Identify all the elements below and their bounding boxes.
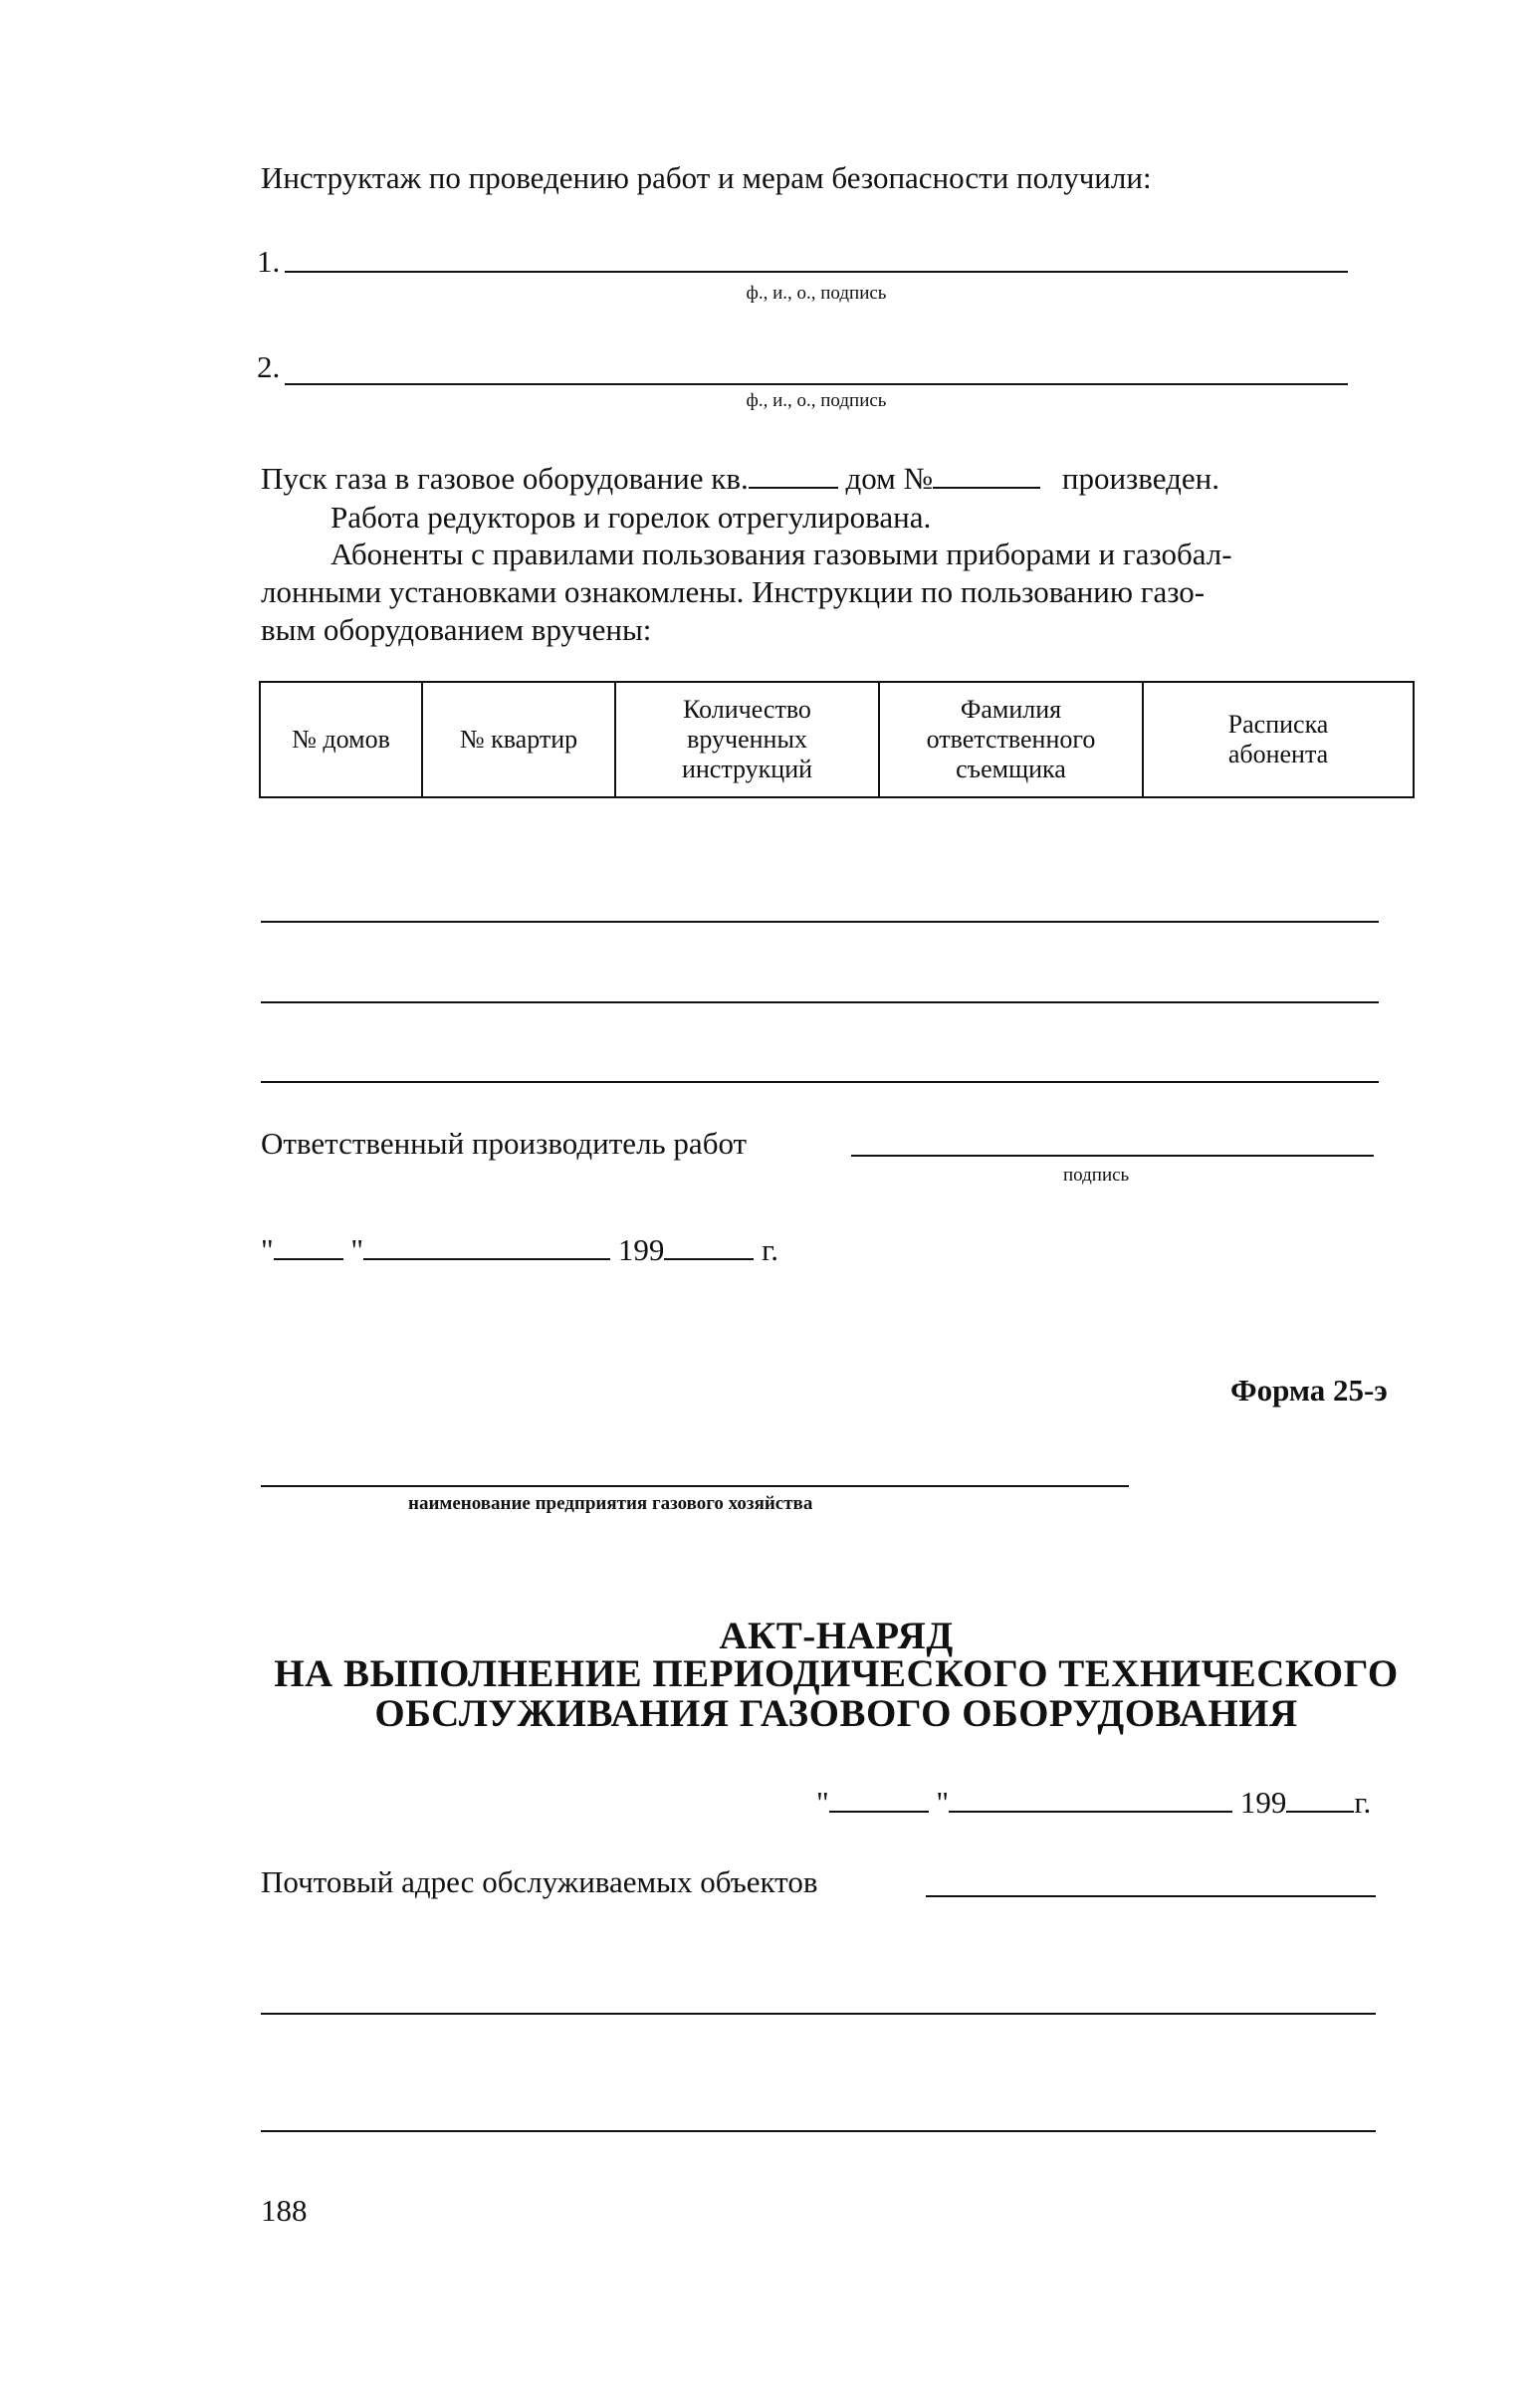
paragraph-line-1: Абоненты с правилами пользования газовыми приборами и газобал- (330, 537, 1232, 571)
signer-1-line[interactable] (285, 271, 1348, 273)
date2-year-prefix: 199 (1239, 1785, 1287, 1820)
organization-caption: наименование предприятия газового хозяйства (408, 1493, 813, 1514)
page-number: 188 (261, 2193, 308, 2228)
header-tenant-name: Фамилия ответственного съемщика (879, 682, 1143, 797)
postal-address-line[interactable] (926, 1895, 1376, 1897)
signer-1-number: 1. (257, 244, 281, 279)
postal-address-label: Почтовый адрес обслуживаемых объектов (261, 1864, 818, 1899)
responsible-caption: подпись (1063, 1165, 1130, 1186)
date2-year-blank[interactable] (1286, 1785, 1354, 1813)
responsible-label: Ответственный производитель работ (261, 1126, 748, 1161)
paragraph-line-3: вым оборудованием вручены: (261, 612, 652, 647)
postal-fill-line-2[interactable] (261, 2130, 1376, 2132)
signer-2-number: 2. (257, 349, 281, 384)
house-number-blank[interactable] (933, 461, 1040, 489)
title-line-3: ОБСЛУЖИВАНИЯ ГАЗОВОГО ОБОРУДОВАНИЯ (374, 1692, 1298, 1735)
fill-line-1[interactable] (261, 921, 1379, 923)
header-subscriber-receipt: Расписка абонента (1143, 682, 1414, 797)
date-month-blank[interactable] (363, 1232, 610, 1260)
form-label: Форма 25-э (1230, 1373, 1388, 1408)
table-header-row (260, 682, 1414, 797)
gas-start-prefix: Пуск газа в газовое оборудование кв. (261, 461, 749, 496)
gas-start-suffix: произведен. (1061, 461, 1219, 496)
date2-day-blank[interactable] (829, 1785, 929, 1813)
fill-line-2[interactable] (261, 1001, 1379, 1003)
date-day-blank[interactable] (274, 1232, 343, 1260)
signer-1-caption: ф., и., о., подпись (746, 283, 887, 304)
date-line: " " 199 г. (261, 1232, 779, 1267)
date-line-2: " " 199 г. (816, 1785, 1372, 1820)
title-line-1: АКТ-НАРЯД (719, 1615, 954, 1657)
header-houses: № домов (260, 682, 422, 797)
date-year-prefix: 199 (617, 1232, 665, 1267)
apartment-blank[interactable] (749, 461, 838, 489)
header-apartments: № квартир (422, 682, 615, 797)
gas-start-line (261, 460, 1219, 498)
signer-2-line[interactable] (285, 383, 1348, 385)
date2-month-blank[interactable] (949, 1785, 1232, 1813)
regulation-text: Работа редукторов и горелок отрегулирована. (330, 500, 932, 535)
instructions-table (259, 681, 1415, 798)
date-year-blank[interactable] (664, 1232, 754, 1260)
organization-name-line[interactable] (261, 1485, 1129, 1487)
gas-start-house-label: дом № (845, 461, 934, 496)
signer-2-caption: ф., и., о., подпись (746, 390, 887, 411)
fill-line-3[interactable] (261, 1081, 1379, 1083)
paragraph-line-2: лонными установками ознакомлены. Инструкции по пользованию газо- (261, 574, 1206, 609)
responsible-signature-line[interactable] (851, 1155, 1374, 1157)
header-instructions-count: Количество врученных инструкций (615, 682, 879, 797)
title-line-2: НА ВЫПОЛНЕНИЕ ПЕРИОДИЧЕСКОГО ТЕХНИЧЕСКОГО (274, 1652, 1399, 1695)
instruction-header: Инструктаж по проведению работ и мерам безопасности получили: (261, 160, 1152, 195)
postal-fill-line-1[interactable] (261, 2013, 1376, 2015)
